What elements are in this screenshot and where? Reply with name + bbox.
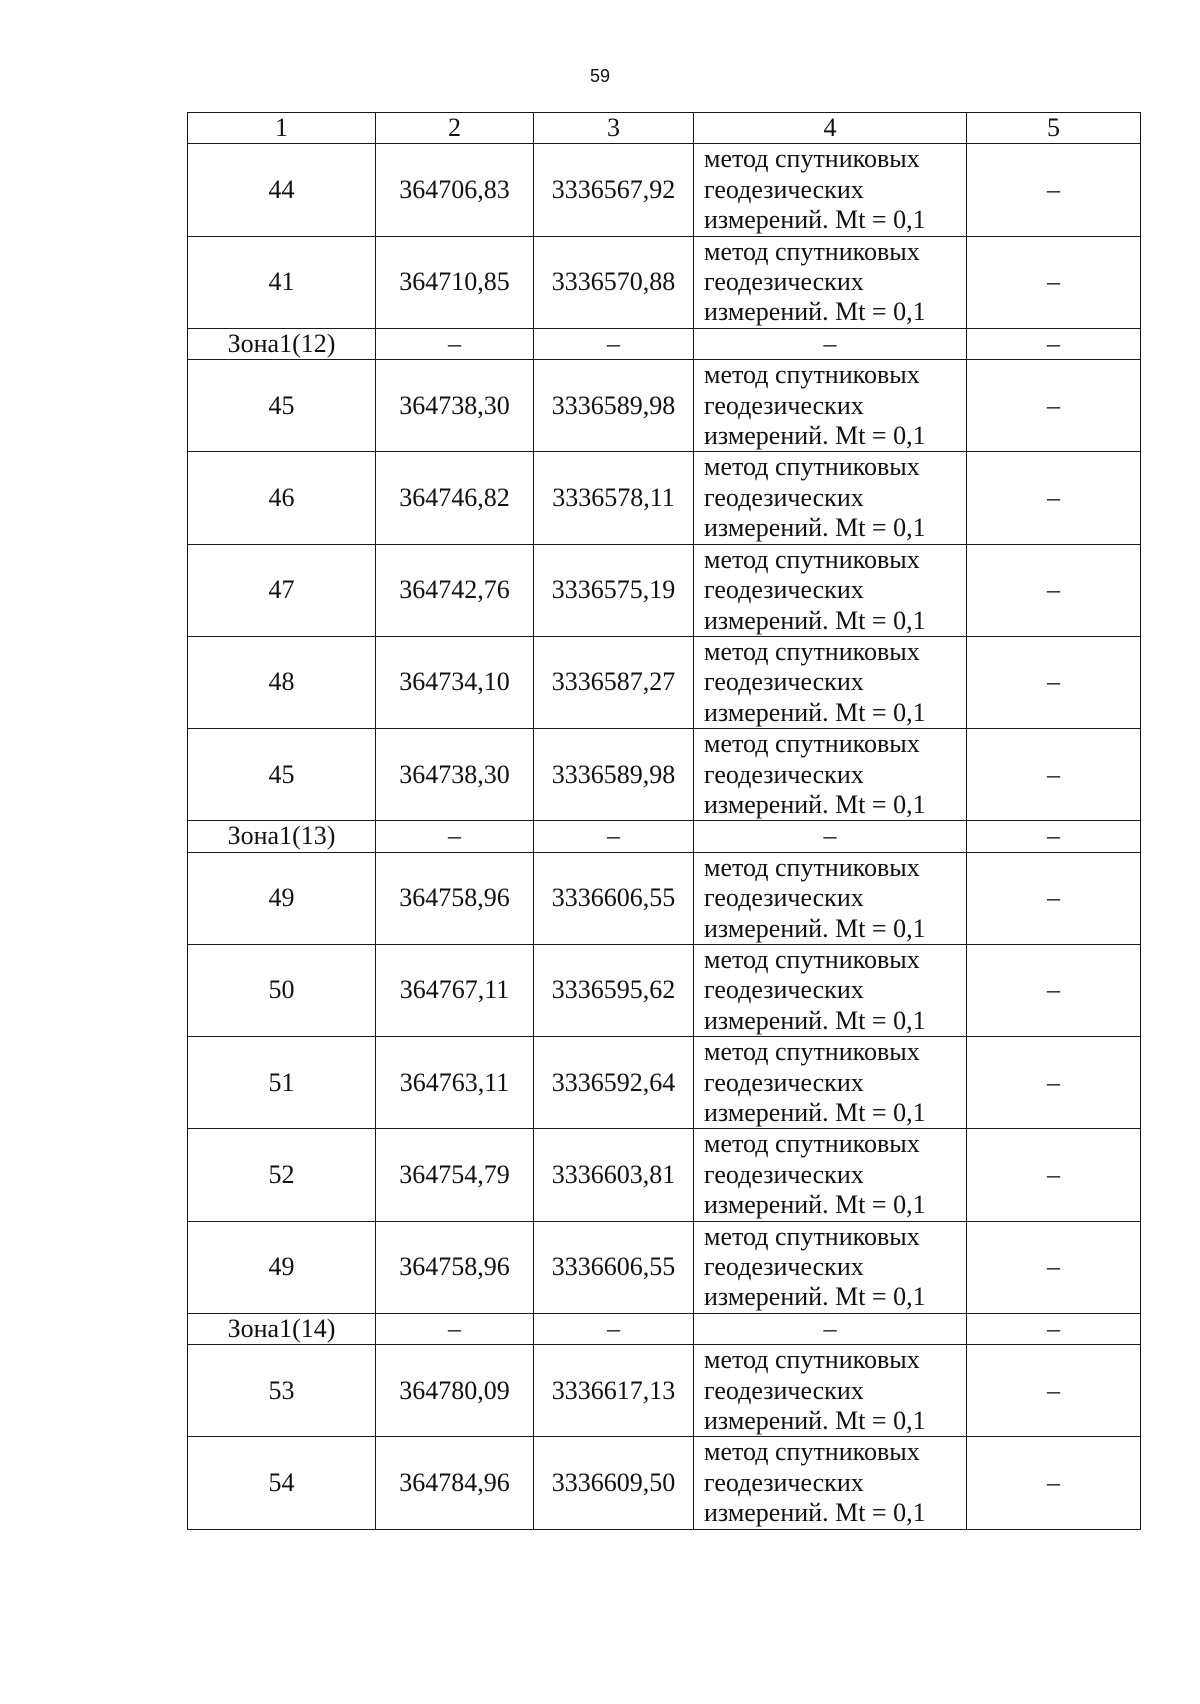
coordinates-table	[187, 112, 1141, 1530]
method-text-line: измерений. Mt = 0,1	[704, 1406, 926, 1436]
zone-row	[188, 821, 1141, 852]
note-cell: –	[967, 452, 1141, 544]
zone-dash-cell: –	[376, 328, 534, 359]
method-cell	[694, 636, 967, 728]
page-number: 59	[589, 66, 611, 86]
method-text-line: метод спутниковых	[704, 1129, 920, 1159]
zone-dash-cell: –	[376, 1313, 534, 1344]
method-cell	[694, 1037, 967, 1129]
note-cell: –	[967, 729, 1141, 821]
method-text-line: геодезических	[704, 390, 864, 420]
table-header-row	[188, 113, 1141, 144]
zone-dash-cell: –	[694, 821, 967, 852]
method-cell	[694, 144, 967, 236]
method-text-line: метод спутниковых	[704, 852, 920, 882]
x-coordinate-cell: 364738,30	[376, 360, 534, 452]
point-number-cell: 53	[188, 1345, 376, 1437]
zone-dash-cell: –	[694, 1313, 967, 1344]
point-number-cell: 48	[188, 636, 376, 728]
method-text-line: измерений. Mt = 0,1	[704, 1190, 926, 1220]
point-number-cell: 50	[188, 944, 376, 1036]
method-text-line: измерений. Mt = 0,1	[704, 205, 926, 235]
point-number-cell: 51	[188, 1037, 376, 1129]
method-text-line: геодезических	[704, 1467, 864, 1497]
table-row	[188, 452, 1141, 544]
method-text-line: метод спутниковых	[704, 452, 920, 482]
table-row	[188, 1129, 1141, 1221]
x-coordinate-cell: 364710,85	[376, 236, 534, 328]
method-cell	[694, 360, 967, 452]
method-text-line: метод спутниковых	[704, 1437, 920, 1467]
method-text-line: метод спутниковых	[704, 360, 920, 390]
method-cell	[694, 944, 967, 1036]
table-row	[188, 144, 1141, 236]
zone-dash-cell: –	[534, 1313, 694, 1344]
table-row	[188, 1437, 1141, 1529]
method-cell	[694, 452, 967, 544]
zone-dash-cell: –	[967, 821, 1141, 852]
point-number-cell: 47	[188, 544, 376, 636]
method-text-line: измерений. Mt = 0,1	[704, 605, 926, 635]
method-text-line: измерений. Mt = 0,1	[704, 513, 926, 543]
method-cell	[694, 1437, 967, 1529]
table-row	[188, 544, 1141, 636]
method-text-line: измерений. Mt = 0,1	[704, 697, 926, 727]
y-coordinate-cell: 3336606,55	[534, 852, 694, 944]
method-text-line: метод спутниковых	[704, 1345, 920, 1375]
x-coordinate-cell: 364734,10	[376, 636, 534, 728]
note-cell: –	[967, 144, 1141, 236]
point-number-cell: 45	[188, 360, 376, 452]
method-cell	[694, 544, 967, 636]
note-cell: –	[967, 236, 1141, 328]
method-text-line: геодезических	[704, 267, 864, 297]
column-header-5: 5	[967, 113, 1141, 144]
table-row	[188, 1037, 1141, 1129]
coordinates-table-body	[188, 113, 1141, 1530]
method-text-line: метод спутниковых	[704, 236, 920, 266]
y-coordinate-cell: 3336606,55	[534, 1221, 694, 1313]
zone-dash-cell: –	[694, 328, 967, 359]
x-coordinate-cell: 364758,96	[376, 852, 534, 944]
y-coordinate-cell: 3336567,92	[534, 144, 694, 236]
method-text-line: метод спутниковых	[704, 1221, 920, 1251]
method-text-line: геодезических	[704, 1159, 864, 1189]
method-text-line: метод спутниковых	[704, 944, 920, 974]
table-row	[188, 729, 1141, 821]
zone-row	[188, 1313, 1141, 1344]
y-coordinate-cell: 3336578,11	[534, 452, 694, 544]
table-row	[188, 360, 1141, 452]
note-cell: –	[967, 1129, 1141, 1221]
zone-dash-cell: –	[967, 328, 1141, 359]
point-number-cell: 46	[188, 452, 376, 544]
zone-dash-cell: –	[376, 821, 534, 852]
y-coordinate-cell: 3336595,62	[534, 944, 694, 1036]
column-header-2: 2	[376, 113, 534, 144]
method-text-line: геодезических	[704, 575, 864, 605]
zone-label: Зона1(13)	[188, 821, 376, 852]
method-text-line: геодезических	[704, 1067, 864, 1097]
x-coordinate-cell: 364738,30	[376, 729, 534, 821]
method-cell	[694, 236, 967, 328]
method-text-line: метод спутниковых	[704, 1037, 920, 1067]
y-coordinate-cell: 3336589,98	[534, 729, 694, 821]
method-text-line: метод спутниковых	[704, 544, 920, 574]
method-text-line: измерений. Mt = 0,1	[704, 1098, 926, 1127]
method-text-line: геодезических	[704, 759, 864, 789]
method-text-line: измерений. Mt = 0,1	[704, 297, 926, 327]
method-text-line: измерений. Mt = 0,1	[704, 421, 926, 451]
point-number-cell: 49	[188, 1221, 376, 1313]
note-cell: –	[967, 852, 1141, 944]
y-coordinate-cell: 3336587,27	[534, 636, 694, 728]
table-row	[188, 236, 1141, 328]
note-cell: –	[967, 944, 1141, 1036]
table-row	[188, 1345, 1141, 1437]
y-coordinate-cell: 3336617,13	[534, 1345, 694, 1437]
method-cell	[694, 1221, 967, 1313]
method-cell	[694, 729, 967, 821]
x-coordinate-cell: 364746,82	[376, 452, 534, 544]
x-coordinate-cell: 364754,79	[376, 1129, 534, 1221]
zone-dash-cell: –	[534, 328, 694, 359]
method-text-line: геодезических	[704, 667, 864, 697]
x-coordinate-cell: 364780,09	[376, 1345, 534, 1437]
point-number-cell: 44	[188, 144, 376, 236]
table-row	[188, 852, 1141, 944]
method-text-line: геодезических	[704, 482, 864, 512]
x-coordinate-cell: 364706,83	[376, 144, 534, 236]
method-text-line: метод спутниковых	[704, 144, 920, 174]
note-cell: –	[967, 636, 1141, 728]
note-cell: –	[967, 1345, 1141, 1437]
note-cell: –	[967, 1437, 1141, 1529]
zone-dash-cell: –	[967, 1313, 1141, 1344]
point-number-cell: 41	[188, 236, 376, 328]
method-text-line: измерений. Mt = 0,1	[704, 1282, 926, 1312]
table-row	[188, 944, 1141, 1036]
method-text-line: измерений. Mt = 0,1	[704, 1498, 926, 1528]
method-text-line: метод спутниковых	[704, 636, 920, 666]
note-cell: –	[967, 1221, 1141, 1313]
x-coordinate-cell: 364742,76	[376, 544, 534, 636]
x-coordinate-cell: 364758,96	[376, 1221, 534, 1313]
method-text-line: геодезических	[704, 174, 864, 204]
method-text-line: геодезических	[704, 883, 864, 913]
method-text-line: геодезических	[704, 1375, 864, 1405]
zone-row	[188, 328, 1141, 359]
x-coordinate-cell: 364784,96	[376, 1437, 534, 1529]
zone-dash-cell: –	[534, 821, 694, 852]
point-number-cell: 49	[188, 852, 376, 944]
note-cell: –	[967, 360, 1141, 452]
method-text-line: геодезических	[704, 975, 864, 1005]
method-text-line: метод спутниковых	[704, 729, 920, 759]
table-row	[188, 636, 1141, 728]
point-number-cell: 54	[188, 1437, 376, 1529]
method-text-line: геодезических	[704, 1252, 864, 1282]
note-cell: –	[967, 544, 1141, 636]
point-number-cell: 45	[188, 729, 376, 821]
y-coordinate-cell: 3336575,19	[534, 544, 694, 636]
method-cell	[694, 852, 967, 944]
method-text-line: измерений. Mt = 0,1	[704, 913, 926, 943]
table-row	[188, 1221, 1141, 1313]
y-coordinate-cell: 3336570,88	[534, 236, 694, 328]
x-coordinate-cell: 364763,11	[376, 1037, 534, 1129]
zone-label: Зона1(14)	[188, 1313, 376, 1344]
method-text-line: измерений. Mt = 0,1	[704, 1005, 926, 1035]
y-coordinate-cell: 3336603,81	[534, 1129, 694, 1221]
method-cell	[694, 1129, 967, 1221]
column-header-3: 3	[534, 113, 694, 144]
y-coordinate-cell: 3336609,50	[534, 1437, 694, 1529]
column-header-1: 1	[188, 113, 376, 144]
note-cell: –	[967, 1037, 1141, 1129]
column-header-4: 4	[694, 113, 967, 144]
point-number-cell: 52	[188, 1129, 376, 1221]
method-cell	[694, 1345, 967, 1437]
zone-label: Зона1(12)	[188, 328, 376, 359]
y-coordinate-cell: 3336592,64	[534, 1037, 694, 1129]
y-coordinate-cell: 3336589,98	[534, 360, 694, 452]
method-text-line: измерений. Mt = 0,1	[704, 789, 926, 819]
x-coordinate-cell: 364767,11	[376, 944, 534, 1036]
